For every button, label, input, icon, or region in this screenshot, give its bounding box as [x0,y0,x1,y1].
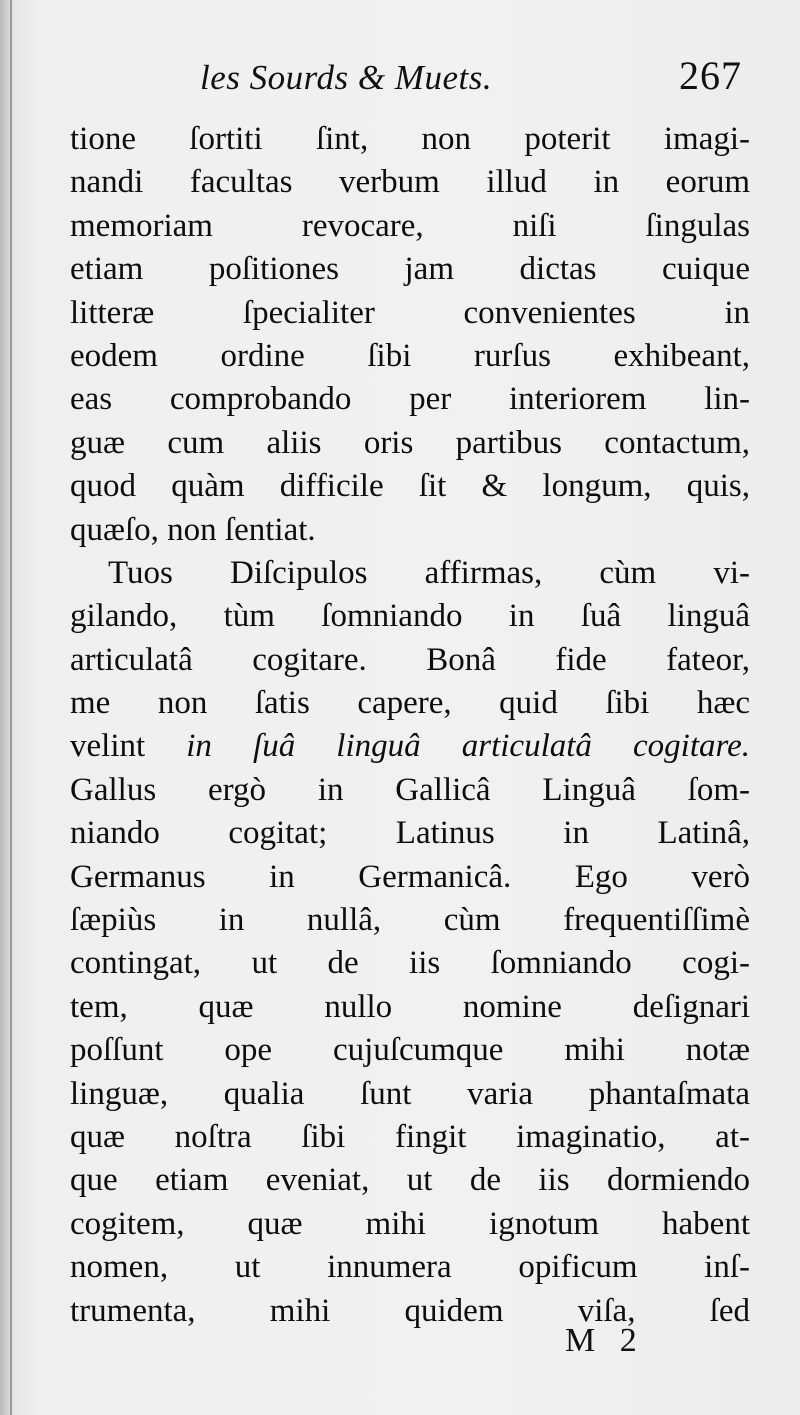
text-line: Gallus ergò in Gallicâ Linguâ ſom- [70,771,750,808]
text-line: eas comprobando per interiorem lin- [70,381,750,418]
paragraph-start-line: Tuos Diſcipulos affirmas, cùm vi- [108,554,750,591]
roman-fragment: velint [70,728,187,765]
text-line: quæ noſtra ſibi fingit imaginatio, at- [70,1118,750,1155]
signature-mark: M 2 [565,1322,645,1359]
text-line: quod quàm difficile ſit & longum, quis, [70,468,750,505]
text-line: tione ſortiti ſint, non poterit imagi- [70,121,750,157]
text-line: articulatâ cogitare. Bonâ fide fateor, [70,641,750,678]
text-line: guæ cum aliis oris partibus contactum, [70,424,750,461]
page-number: 267 [679,53,742,98]
text-line: cogitem, quæ mihi ignotum habent [70,1205,750,1242]
text-line: etiam poſitiones jam dictas cuique [70,251,750,288]
body-text [70,118,750,1333]
text-line: poſſunt ope cujuſcumque mihi notæ [70,1032,750,1069]
text-line: que etiam eveniat, ut de iis dormiendo [70,1162,750,1199]
text-line: nandi facultas verbum illud in eorum [70,164,750,201]
text-line: niando cogitat; Latinus in Latinâ, [70,815,750,852]
paragraph-end-line: quæſo, non ſentiat. [70,511,316,548]
italic-quotation: in ſuâ linguâ articulatâ cogitare. [186,728,751,765]
text-line: Germanus in Germanicâ. Ego verò [70,858,750,895]
text-line: eodem ordine ſibi rurſus exhibeant, [70,337,750,374]
text-line: trumenta, mihi quidem viſa, ſed [70,1292,750,1329]
running-head: les Sourds & Muets. [200,58,493,97]
text-line: ſæpiùs in nullâ, cùm frequentiſſimè [70,902,750,939]
mixed-style-line [70,725,750,768]
page-header [200,52,742,102]
text-line: me non ſatis capere, quid ſibi hæc [70,685,750,722]
text-line: litteræ ſpecialiter convenientes in [70,294,750,331]
text-line: nomen, ut innumera opificum inſ- [70,1249,750,1286]
gutter-shadow [10,0,12,1415]
text-line: linguæ, qualia ſunt varia phantaſmata [70,1075,750,1112]
text-line: contingat, ut de iis ſomniando cogi- [70,945,750,982]
text-line: gilando, tùm ſomniando in ſuâ linguâ [70,598,750,635]
text-line: tem, quæ nullo nomine deſignari [70,988,750,1025]
text-line: memoriam revocare, niſi ſingulas [70,207,750,244]
